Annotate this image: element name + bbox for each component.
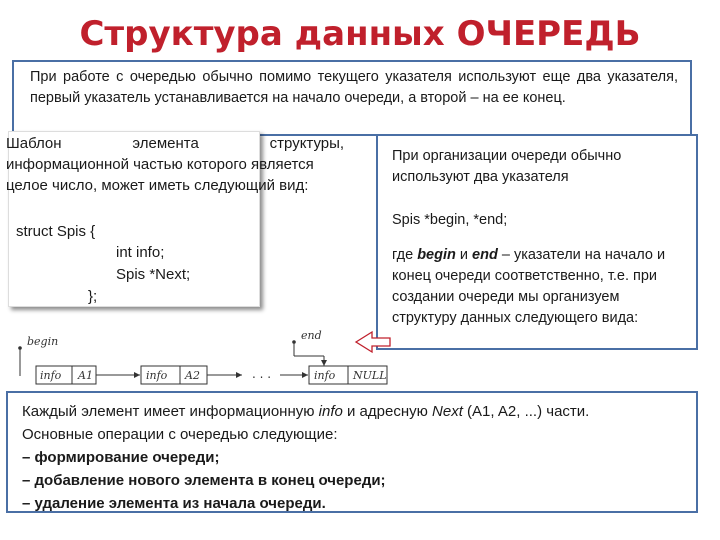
begin-term: begin	[417, 247, 456, 263]
node-2-info: info	[146, 369, 168, 382]
right-para-1: При организации очереди обычно используют два указателя	[392, 148, 622, 185]
right-para-2-mid: и	[455, 247, 473, 263]
bottom-line-1	[22, 400, 682, 423]
right-code: Spis *begin, *end;	[392, 212, 508, 228]
operation-item	[22, 446, 682, 469]
template-line-3: целое число, может иметь следующий вид:	[6, 177, 309, 194]
operation-1: – формирование очереди;	[22, 449, 220, 466]
node-1-next: A1	[78, 369, 93, 382]
info-term: info	[318, 403, 343, 420]
template-text	[6, 133, 366, 196]
begin-label: begin	[27, 335, 59, 348]
bottom-line-2: Основные операции с очередью следующие:	[22, 426, 338, 443]
node-2-next: A2	[185, 369, 200, 382]
right-para-2-rest: – указатели на начало и конец очереди соответственно, т.е. при создании очереди мы организуем структуру данных следующего вида:	[392, 247, 666, 326]
template-line-2: информационной частью которого является	[6, 156, 314, 173]
arrow-2-icon	[236, 372, 242, 378]
end-label: end	[301, 329, 322, 342]
code-info-line: int info;	[116, 244, 165, 261]
bottom-line-1-b: и адресную	[342, 403, 433, 420]
node-1-info: info	[40, 369, 62, 382]
next-term: Next	[432, 403, 463, 420]
operation-item	[22, 492, 682, 515]
right-box	[376, 134, 698, 350]
left-arrow-icon	[356, 332, 390, 352]
bottom-line-1-a: Каждый элемент имеет информационную	[22, 403, 319, 420]
node-3-next: NULL	[353, 369, 387, 382]
arrow-3-icon	[302, 372, 308, 378]
code-struct-line: struct Spis {	[16, 223, 96, 240]
arrow-1-icon	[134, 372, 140, 378]
template-line-1: Шаблон элемента структуры,	[6, 135, 345, 152]
ellipsis: . . .	[252, 367, 272, 381]
code-next-line: Spis *Next;	[116, 266, 191, 283]
intro-text: При работе с очередью обычно помимо текущего указателя используют еще два указателя, первый указатель устанавливается на начало очереди, а второй – на ее конец.	[30, 69, 678, 106]
right-para-2	[392, 245, 684, 329]
node-3-info: info	[314, 369, 336, 382]
operation-item	[22, 469, 682, 492]
page-title: Структура данных ОЧЕРЕДЬ	[79, 14, 641, 54]
end-term: end	[472, 247, 498, 263]
bottom-line-1-c: (A1, A2, ...) части.	[462, 403, 590, 420]
intro-box	[12, 60, 692, 136]
operation-3: – удаление элемента из начала очереди.	[22, 495, 326, 512]
right-para-2-prefix: где	[392, 247, 418, 263]
bottom-box	[6, 391, 698, 513]
end-arrow-icon	[321, 360, 327, 366]
code-close-line: };	[88, 288, 98, 305]
operation-2: – добавление нового элемента в конец очереди;	[22, 472, 386, 489]
queue-diagram	[0, 320, 720, 390]
